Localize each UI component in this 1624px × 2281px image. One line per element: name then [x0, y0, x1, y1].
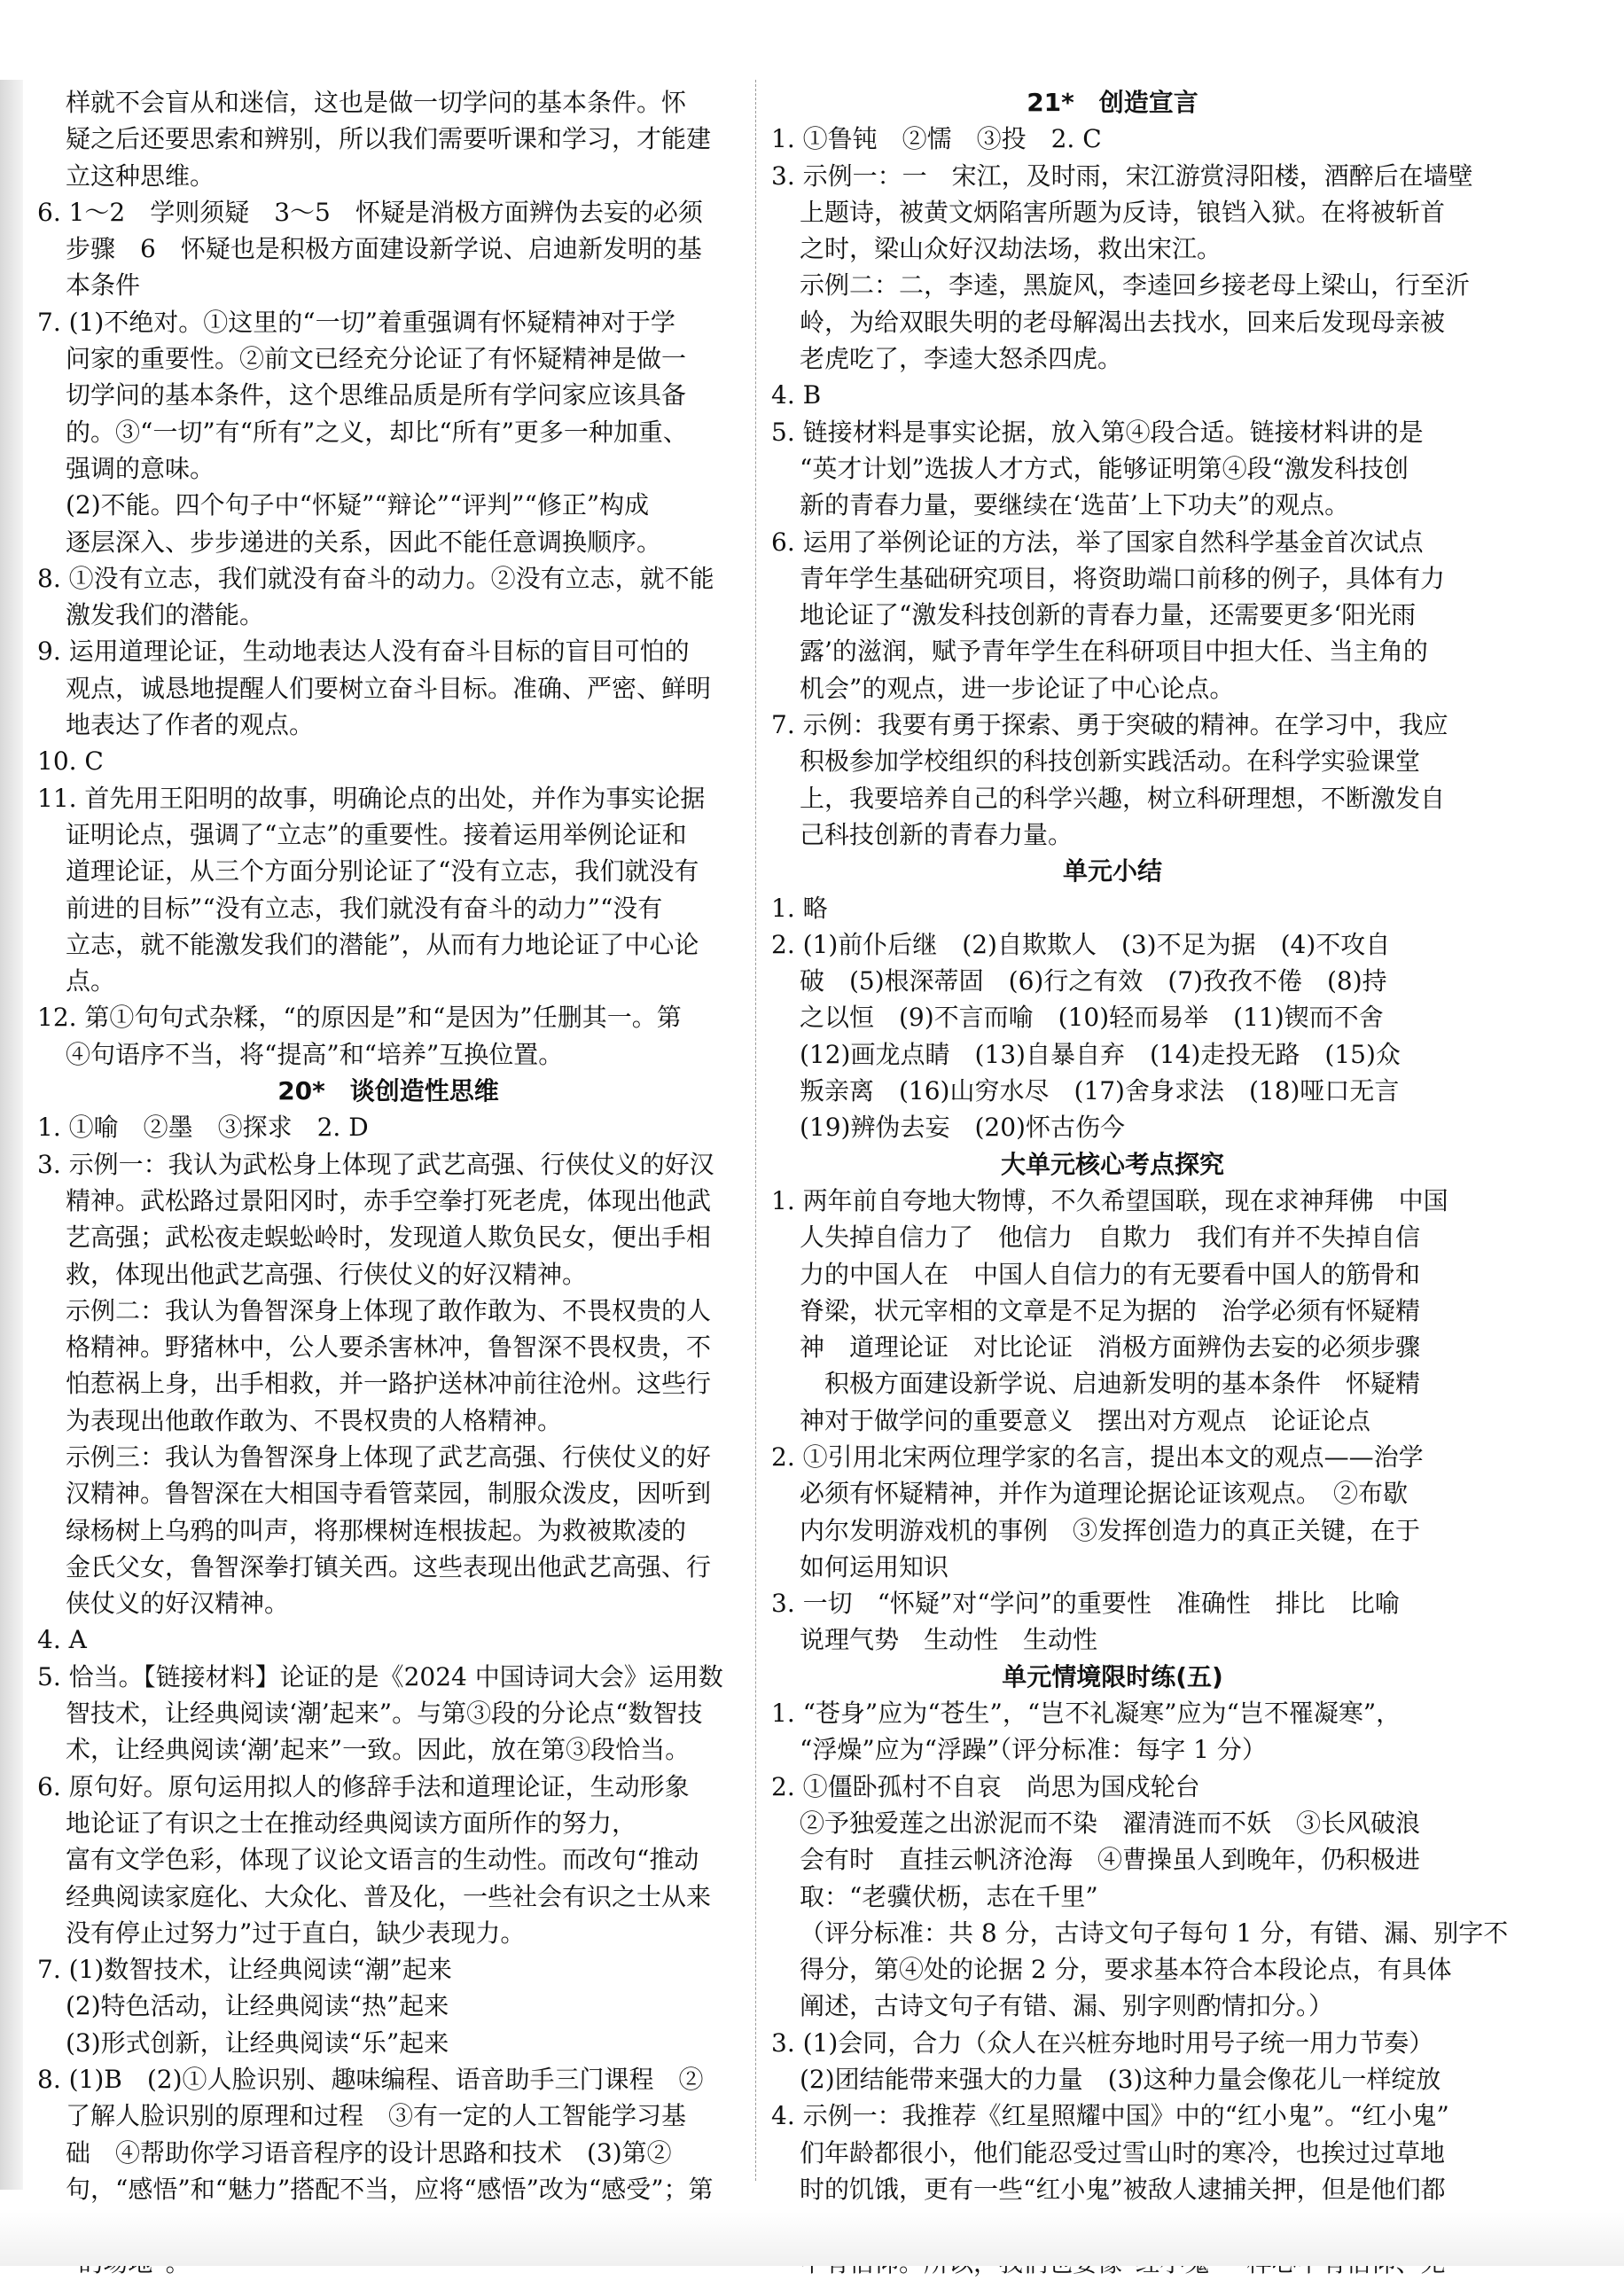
text-line: 5. 链接材料是事实论据，放入第④段合适。链接材料讲的是	[771, 417, 1424, 447]
text-line: 怕惹祸上身，出手相救，并一路护送林冲前往沧州。这些行	[66, 1369, 712, 1399]
text-line: 6. 1～2 学则须疑 3～5 怀疑是消极方面辨伪去妄的必须	[37, 197, 703, 227]
text-line: 岭，为给双眼失明的老母解渴出去找水，回来后发现母亲被	[800, 307, 1446, 337]
text-line: 8. ①没有立志，我们就没有奋斗的动力。②没有立志，就不能	[37, 563, 714, 593]
text-line: 立志，就不能激发我们的潜能”，从而有力地论证了中心论	[66, 929, 699, 959]
text-line: 逐层深入、步步递进的关系，因此不能任意调换顺序。	[66, 527, 662, 557]
text-line: 的。③“一切”有“所有”之义，却比“所有”更多一种加重、	[66, 417, 688, 447]
text-line: (19)辨伪去妄 (20)怀古伤今	[800, 1113, 1125, 1143]
column-divider	[755, 80, 756, 2181]
text-line: 神 道理论证 对比论证 消极方面辨伪去妄的必须步骤	[800, 1332, 1421, 1363]
text-line: 老虎吃了，李逵大怒杀四虎。	[800, 344, 1123, 374]
section-title: 单元情境限时练(五)	[1002, 1661, 1223, 1691]
text-line: 4. 示例一：我推荐《红星照耀中国》中的“红小鬼”。“红小鬼”	[771, 2101, 1449, 2131]
text-line: 2. ①僵卧孤村不自哀 尚思为国戍轮台	[771, 1771, 1200, 1801]
text-line: 叛亲离 (16)山穷水尽 (17)舍身求法 (18)哑口无言	[800, 1076, 1400, 1106]
text-line: 地论证了“激发科技创新的青春力量，还需要更多‘阳光雨	[800, 600, 1417, 630]
text-line: 脊梁，状元宰相的文章是不足为据的 治学必须有怀疑精	[800, 1295, 1421, 1325]
text-line: 本条件	[66, 270, 141, 301]
text-line: 神对于做学问的重要意义 摆出对方观点 论证论点	[800, 1405, 1371, 1435]
text-line: 阐述，古诗文句子有错、漏、别字则酌情扣分。）	[800, 1991, 1334, 2021]
text-line: 说理气势 生动性 生动性	[800, 1625, 1098, 1655]
text-line: 金氏父女，鲁智深拳打镇关西。这些表现出他武艺高强、行	[66, 1551, 712, 1582]
text-line: 9. 运用道理论证，生动地表达人没有奋斗目标的盲目可怕的	[37, 637, 690, 667]
section-title: 21* 创造宣言	[1027, 88, 1198, 117]
text-line: 道理论证，从三个方面分别论证了“没有立志，我们就没有	[66, 856, 699, 887]
text-line: 强调的意味。	[66, 453, 215, 483]
text-line: 样就不会盲从和迷信，这也是做一切学问的基本条件。怀	[66, 88, 687, 117]
text-line: 地论证了有识之士在推动经典阅读方面所作的努力，	[66, 1808, 637, 1838]
left-column	[37, 84, 739, 2281]
text-line: 4. B	[771, 380, 822, 410]
page-bottom-shadow	[0, 2212, 1624, 2266]
text-line: “浮燥”应为“浮躁”（评分标准：每字 1 分）	[800, 1735, 1267, 1765]
text-line: (12)画龙点睛 (13)自暴自弃 (14)走投无路 (15)众	[800, 1039, 1401, 1069]
text-line: “英才计划”选拔人才方式，能够证明第④段“激发科技创	[800, 453, 1409, 483]
text-line: 取：“老骥伏枥，志在千里”	[800, 1881, 1098, 1911]
text-line: 点。	[66, 966, 116, 996]
text-line: 1. 略	[771, 893, 828, 923]
text-line: 精神。武松路过景阳冈时，赤手空拳打死老虎，体现出他武	[66, 1185, 712, 1215]
section-title: 单元小结	[1062, 856, 1162, 887]
text-line: ④句语序不当，将“提高”和“培养”互换位置。	[66, 1039, 564, 1069]
text-line: 观点，诚恳地提醒人们要树立奋斗目标。准确、严密、鲜明	[66, 673, 712, 703]
text-line: 7. (1)不绝对。①这里的“一切”着重强调有怀疑精神对于学	[37, 307, 675, 337]
section-title: 20* 谈创造性思维	[277, 1076, 499, 1106]
text-line: 如何运用知识	[800, 1551, 949, 1582]
text-line: 切学问的基本条件，这个思维品质是所有学问家应该具备	[66, 380, 687, 410]
text-line: 句，“感悟”和“魅力”搭配不当，应将“感悟”改为“感受”；第	[66, 2174, 714, 2204]
text-line: 示例三：我认为鲁智深身上体现了武艺高强、行侠仗义的好	[66, 1441, 712, 1472]
text-line: 示例二：二，李逵，黑旋风，李逵回乡接老母上梁山，行至沂	[800, 270, 1471, 301]
text-line: 救，体现出他武艺高强、行侠仗义的好汉精神。	[66, 1259, 588, 1289]
text-line: 11. 首先用王阳明的故事，明确论点的出处，并作为事实论据	[37, 783, 706, 813]
text-line: 人失掉自信力了 他信力 自欺力 我们有并不失掉自信	[800, 1223, 1421, 1253]
right-column	[771, 84, 1509, 2281]
text-line: 1. ①鲁钝 ②懦 ③投 2. C	[771, 124, 1102, 154]
text-line: 富有文学色彩，体现了议论文语言的生动性。而改句“推动	[66, 1845, 699, 1875]
text-line: 侠仗义的好汉精神。	[66, 1589, 290, 1619]
text-line: 们年龄都很小，他们能忍受过雪山时的寒冷，也挨过过草地	[800, 2137, 1446, 2168]
text-line: 机会”的观点，进一步论证了中心论点。	[800, 673, 1235, 703]
text-line: 得分，第④处的论据 2 分，要求基本符合本段论点，有具体	[800, 1955, 1452, 1985]
text-line: 智技术，让经典阅读‘潮’起来”。与第③段的分论点“数智技	[66, 1699, 703, 1729]
text-line: 绿杨树上乌鸦的叫声，将那棵树连根拔起。为救被欺凌的	[66, 1515, 687, 1545]
text-line: 立这种思维。	[66, 160, 215, 191]
section-title: 大单元核心考点探究	[1000, 1149, 1224, 1179]
text-line: 没有停止过努力”过于直白，缺少表现力。	[66, 1918, 526, 1948]
text-line: 新的青春力量，要继续在‘选苗’上下功夫”的观点。	[800, 490, 1350, 520]
text-line: 格精神。野猪林中，公人要杀害林冲，鲁智深不畏权贵，不	[66, 1332, 712, 1363]
text-line: 3. 示例一：一 宋江，及时雨，宋江游赏浔阳楼，酒醉后在墙壁	[771, 160, 1473, 191]
text-line: 3. 示例一：我认为武松身上体现了武艺高强、行侠仗义的好汉	[37, 1149, 714, 1179]
text-line: 6. 运用了举例论证的方法，举了国家自然科学基金首次试点	[771, 527, 1424, 557]
text-line: 7. 示例：我要有勇于探索、勇于突破的精神。在学习中，我应	[771, 710, 1448, 740]
text-line: 1. 两年前自夸地大物博，不久希望国联，现在求神拜佛 中国	[771, 1185, 1448, 1215]
text-line: 3. (1)会同，合力（众人在兴桩夯地时用号子统一用力节奏）	[771, 2027, 1434, 2058]
page-binding-edge	[0, 80, 23, 2190]
text-line: 7. (1)数智技术，让经典阅读“潮”起来	[37, 1955, 452, 1985]
text-line: 上题诗，被黄文炳陷害所题为反诗，锒铛入狱。在将被斩首	[800, 197, 1446, 227]
text-line: (2)团结能带来强大的力量 (3)这种力量会像花儿一样绽放	[800, 2065, 1441, 2095]
text-line: 8. (1)B (2)①人脸识别、趣味编程、语音助手三门课程 ②	[37, 2065, 704, 2095]
text-line: 激发我们的潜能。	[66, 600, 265, 630]
text-line: 问家的重要性。②前文已经充分论证了有怀疑精神是做一	[66, 344, 687, 374]
text-line: 疑之后还要思索和辨别，所以我们需要听课和学习，才能建	[66, 124, 712, 154]
text-line: 为表现出他敢作敢为、不畏权贵的人格精神。	[66, 1405, 563, 1435]
text-line: 艺高强；武松夜走蜈蚣岭时，发现道人欺负民女，便出手相	[66, 1223, 712, 1253]
text-line: 之时，梁山众好汉劫法场，救出宋江。	[800, 234, 1222, 264]
text-line: 2. ①引用北宋两位理学家的名言，提出本文的观点——治学	[771, 1441, 1424, 1472]
text-line: 之以恒 (9)不言而喻 (10)轻而易举 (11)锲而不舍	[800, 1003, 1384, 1033]
text-line: 了解人脸识别的原理和过程 ③有一定的人工智能学习基	[66, 2101, 687, 2131]
text-line: 内尔发明游戏机的事例 ③发挥创造力的真正关键，在于	[800, 1515, 1421, 1545]
text-line: 积极方面建设新学说、启迪新发明的基本条件 怀疑精	[800, 1369, 1421, 1399]
text-line: 露’的滋润，赋予青年学生在科研项目中担大任、当主角的	[800, 637, 1428, 667]
text-line: 上，我要培养自己的科学兴趣，树立科研理想，不断激发自	[800, 783, 1446, 813]
text-line: 己科技创新的青春力量。	[800, 819, 1074, 849]
text-line: 术，让经典阅读‘潮’起来”一致。因此，放在第③段恰当。	[66, 1735, 691, 1765]
text-line: ②予独爱莲之出淤泥而不染 濯清涟而不妖 ③长风破浪	[800, 1808, 1421, 1838]
text-line: 步骤 6 怀疑也是积极方面建设新学说、启迪新发明的基	[66, 234, 702, 264]
text-line: 4. A	[37, 1625, 87, 1655]
text-line: 示例二：我认为鲁智深身上体现了敢作敢为、不畏权贵的人	[66, 1295, 712, 1325]
text-line: 时的饥饿，更有一些“红小鬼”被敌人逮捕关押，但是他们都	[800, 2174, 1446, 2204]
text-line: 10. C	[37, 746, 104, 777]
text-line: 破 (5)根深蒂固 (6)行之有效 (7)孜孜不倦 (8)持	[800, 966, 1387, 996]
text-line: (3)形式创新，让经典阅读“乐”起来	[66, 2027, 449, 2058]
text-line: 础 ④帮助你学习语音程序的设计思路和技术 (3)第②	[66, 2137, 672, 2168]
text-line: 青年学生基础研究项目，将资助端口前移的例子，具体有力	[800, 563, 1446, 593]
text-line: 5. 恰当。【链接材料】论证的是《2024 中国诗词大会》运用数	[37, 1661, 723, 1691]
text-line: 积极参加学校组织的科技创新实践活动。在科学实验课堂	[800, 746, 1421, 777]
text-line: 3. 一切 “怀疑”对“学问”的重要性 准确性 排比 比喻	[771, 1589, 1400, 1619]
text-line: 必须有怀疑精神，并作为道理论据论证该观点。 ②布歇	[800, 1479, 1409, 1509]
text-line: （评分标准：共 8 分，古诗文句子每句 1 分，有错、漏、别字不	[800, 1918, 1509, 1948]
text-line: 2. (1)前仆后继 (2)自欺欺人 (3)不足为据 (4)不攻自	[771, 929, 1391, 959]
text-line: 力的中国人在 中国人自信力的有无要看中国人的筋骨和	[800, 1259, 1421, 1289]
text-line: 前进的目标”“没有立志，我们就没有奋斗的动力”“没有	[66, 893, 663, 923]
text-line: 经典阅读家庭化、大众化、普及化，一些社会有识之士从来	[66, 1881, 712, 1911]
text-line: 6. 原句好。原句运用拟人的修辞手法和道理论证，生动形象	[37, 1771, 690, 1801]
text-line: (2)不能。四个句子中“怀疑”“辩论”“评判”“修正”构成	[66, 490, 650, 520]
text-line: (2)特色活动，让经典阅读“热”起来	[66, 1991, 449, 2021]
text-line: 12. 第①句句式杂糅，“的原因是”和“是因为”任删其一。第	[37, 1003, 682, 1033]
text-line: 1. “苍身”应为“苍生”，“岂不礼凝寒”应为“岂不罹凝寒”，	[771, 1699, 1401, 1729]
text-line: 会有时 直挂云帆济沧海 ④曹操虽人到晚年，仍积极进	[800, 1845, 1421, 1875]
text-line: 1. ①喻 ②墨 ③探求 2. D	[37, 1113, 369, 1143]
text-line: 证明论点，强调了“立志”的重要性。接着运用举例论证和	[66, 819, 687, 849]
text-line: 地表达了作者的观点。	[66, 710, 315, 740]
text-line: 汉精神。鲁智深在大相国寺看管菜园，制服众泼皮，因听到	[66, 1479, 712, 1509]
